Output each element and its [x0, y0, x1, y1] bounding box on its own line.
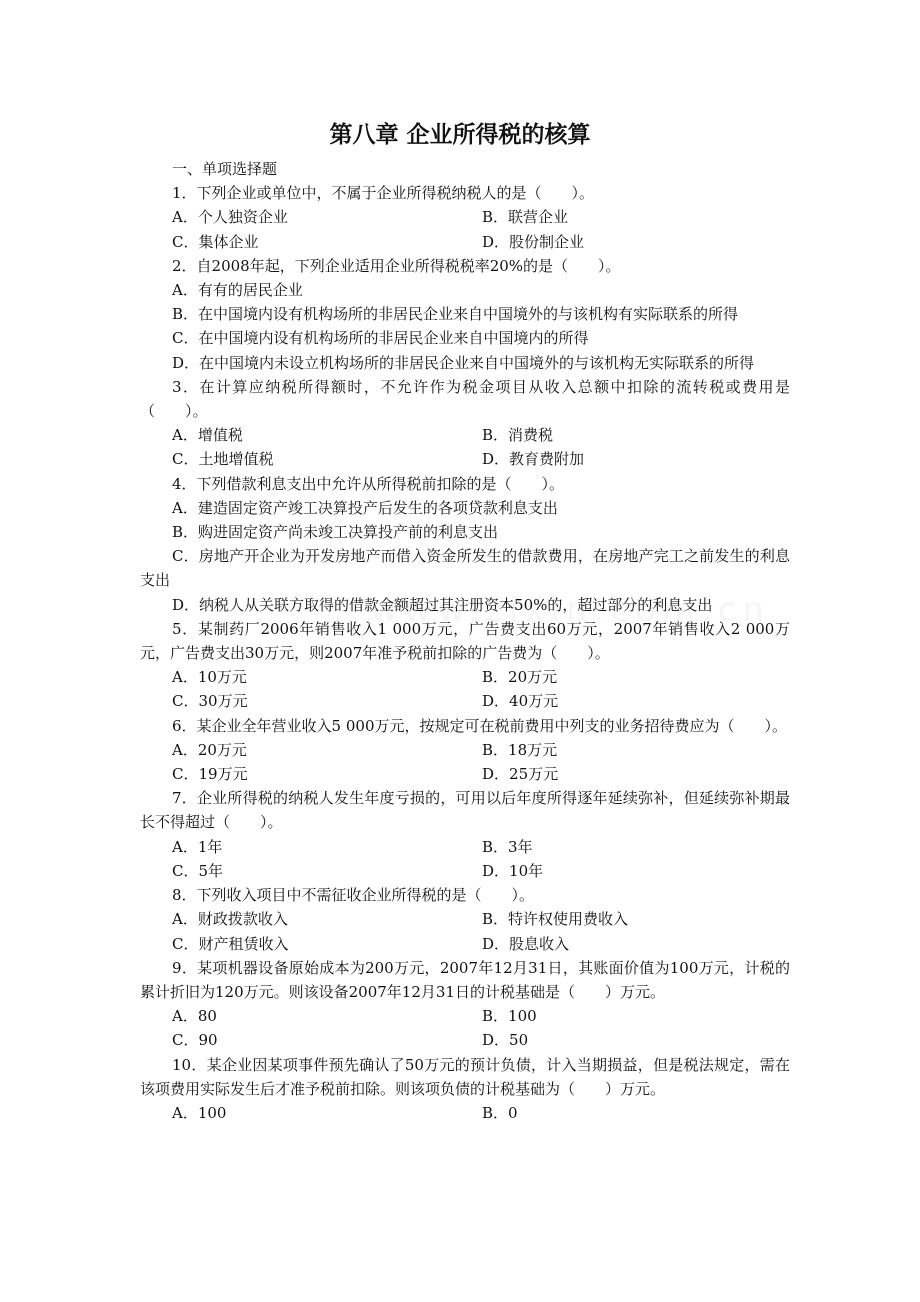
question-7-stem: 7．企业所得税的纳税人发生年度亏损的，可用以后年度所得逐年延续弥补，但延续弥补期最长不得超过（ ）。: [140, 789, 790, 832]
question-1-options-row-1: [140, 205, 790, 229]
option-a: A．80: [172, 1007, 217, 1026]
question-10-stem: 10．某企业因某项事件预先确认了50万元的预计负债，计入当期损益，但是税法规定，需在该项费用实际发生后才准予税前扣除。则该项负债的计税基础为（ ）万元。: [140, 1055, 790, 1098]
option-a: A．20万元: [172, 740, 247, 759]
option-c: C．在中国境内设有机构场所的非居民企业来自中国境内的所得: [172, 329, 589, 348]
option-c: C．集体企业: [172, 232, 259, 251]
question-1-options-row-2: [140, 230, 790, 254]
question-6-options-row-2: [140, 762, 790, 786]
question-9-options-row-1: [140, 1004, 790, 1028]
question-8-options-row-2: [140, 932, 790, 956]
option-d: D．25万元: [482, 765, 559, 784]
option-b: B．在中国境内设有机构场所的非居民企业来自中国境外的与该机构有实际联系的所得: [172, 305, 739, 324]
option-d: D．纳税人从关联方取得的借款金额超过其注册资本50%的，超过部分的利息支出: [172, 595, 713, 614]
question-3-stem: 3．在计算应纳税所得额时，不允许作为税金项目从收入总额中扣除的流转税或费用是（ ）。: [140, 377, 790, 421]
question-7-options-row-2: [140, 859, 790, 883]
option-d: D．股息收入: [482, 934, 570, 953]
option-d: D．40万元: [482, 692, 559, 711]
option-b: B．100: [482, 1007, 537, 1026]
option-c: C．30万元: [172, 692, 248, 711]
option-c: C．房地产开企业为开发房地产而借入资金所发生的借款费用，在房地产完工之前发生的利息支出: [140, 547, 790, 590]
option-b: B．特许权使用费收入: [482, 910, 629, 929]
question-3-options-row-1: [140, 423, 790, 447]
option-a: A．1年: [172, 837, 223, 856]
option-a: A．财政拨款收入: [172, 910, 288, 929]
option-b: B．联营企业: [482, 208, 569, 227]
question-10-options-row-1: [140, 1101, 790, 1125]
option-b: B．消费税: [482, 426, 554, 445]
option-b: B．20万元: [482, 668, 558, 687]
page-title: 第八章 企业所得税的核算: [329, 122, 591, 148]
question-6-options-row-1: [140, 738, 790, 762]
question-8-options-row-1: [140, 907, 790, 931]
question-4-stem: 4．下列借款利息支出中允许从所得税前扣除的是（ ）。: [172, 474, 565, 493]
question-9-options-row-2: [140, 1028, 790, 1052]
option-a: A．增值税: [172, 426, 243, 445]
question-5-stem: 5．某制药厂2006年销售收入1 000万元，广告费支出60万元，2007年销售收入2 000万元，广告费支出30万元，则2007年准予税前扣除的广告费为（ ）。: [140, 619, 790, 663]
question-list: [140, 157, 790, 1125]
option-a: A．个人独资企业: [172, 208, 288, 227]
option-a: A．建造固定资产竣工决算投产后发生的各项贷款利息支出: [172, 498, 558, 517]
question-6-stem: 6．某企业全年营业收入5 000万元，按规定可在税前费用中列支的业务招待费应为（ ）。: [172, 716, 787, 735]
question-1-stem: 1．下列企业或单位中，不属于企业所得税纳税人的是（ ）。: [172, 184, 595, 203]
option-a: A．有有的居民企业: [172, 281, 303, 300]
question-3-options-row-2: [140, 447, 790, 471]
option-d: D．股份制企业: [482, 232, 585, 251]
option-b: B．3年: [482, 837, 533, 856]
option-c: C．财产租赁收入: [172, 934, 289, 953]
option-a: A．10万元: [172, 668, 247, 687]
question-7-options-row-1: [140, 835, 790, 859]
option-c: C．90: [172, 1031, 218, 1050]
option-c: C．土地增值税: [172, 450, 274, 469]
question-8-stem: 8．下列收入项目中不需征收企业所得税的是（ ）。: [172, 886, 535, 905]
option-b: B．购进固定资产尚未竣工决算投产前的利息支出: [172, 523, 499, 542]
question-5-options-row-1: [140, 665, 790, 689]
question-2-stem: 2．自2008年起，下列企业适用企业所得税税率20%的是（ ）。: [172, 256, 621, 275]
option-b: B．0: [482, 1103, 518, 1122]
option-a: A．100: [172, 1103, 227, 1122]
option-b: B．18万元: [482, 740, 558, 759]
option-c: C．19万元: [172, 765, 248, 784]
option-d: D．在中国境内未设立机构场所的非居民企业来自中国境外的与该机构无实际联系的所得: [172, 353, 755, 372]
option-d: D．10年: [482, 861, 544, 880]
option-c: C．5年: [172, 861, 224, 880]
question-5-options-row-2: [140, 689, 790, 713]
question-9-stem: 9．某项机器设备原始成本为200万元，2007年12月31日，其账面价值为100万元，计税的累计折旧为120万元。则该设备2007年12月31日的计税基础是（ ）万元。: [140, 958, 790, 1001]
option-d: D．50: [482, 1031, 529, 1050]
option-d: D．教育费附加: [482, 450, 585, 469]
section-heading: 一、单项选择题: [172, 160, 278, 178]
